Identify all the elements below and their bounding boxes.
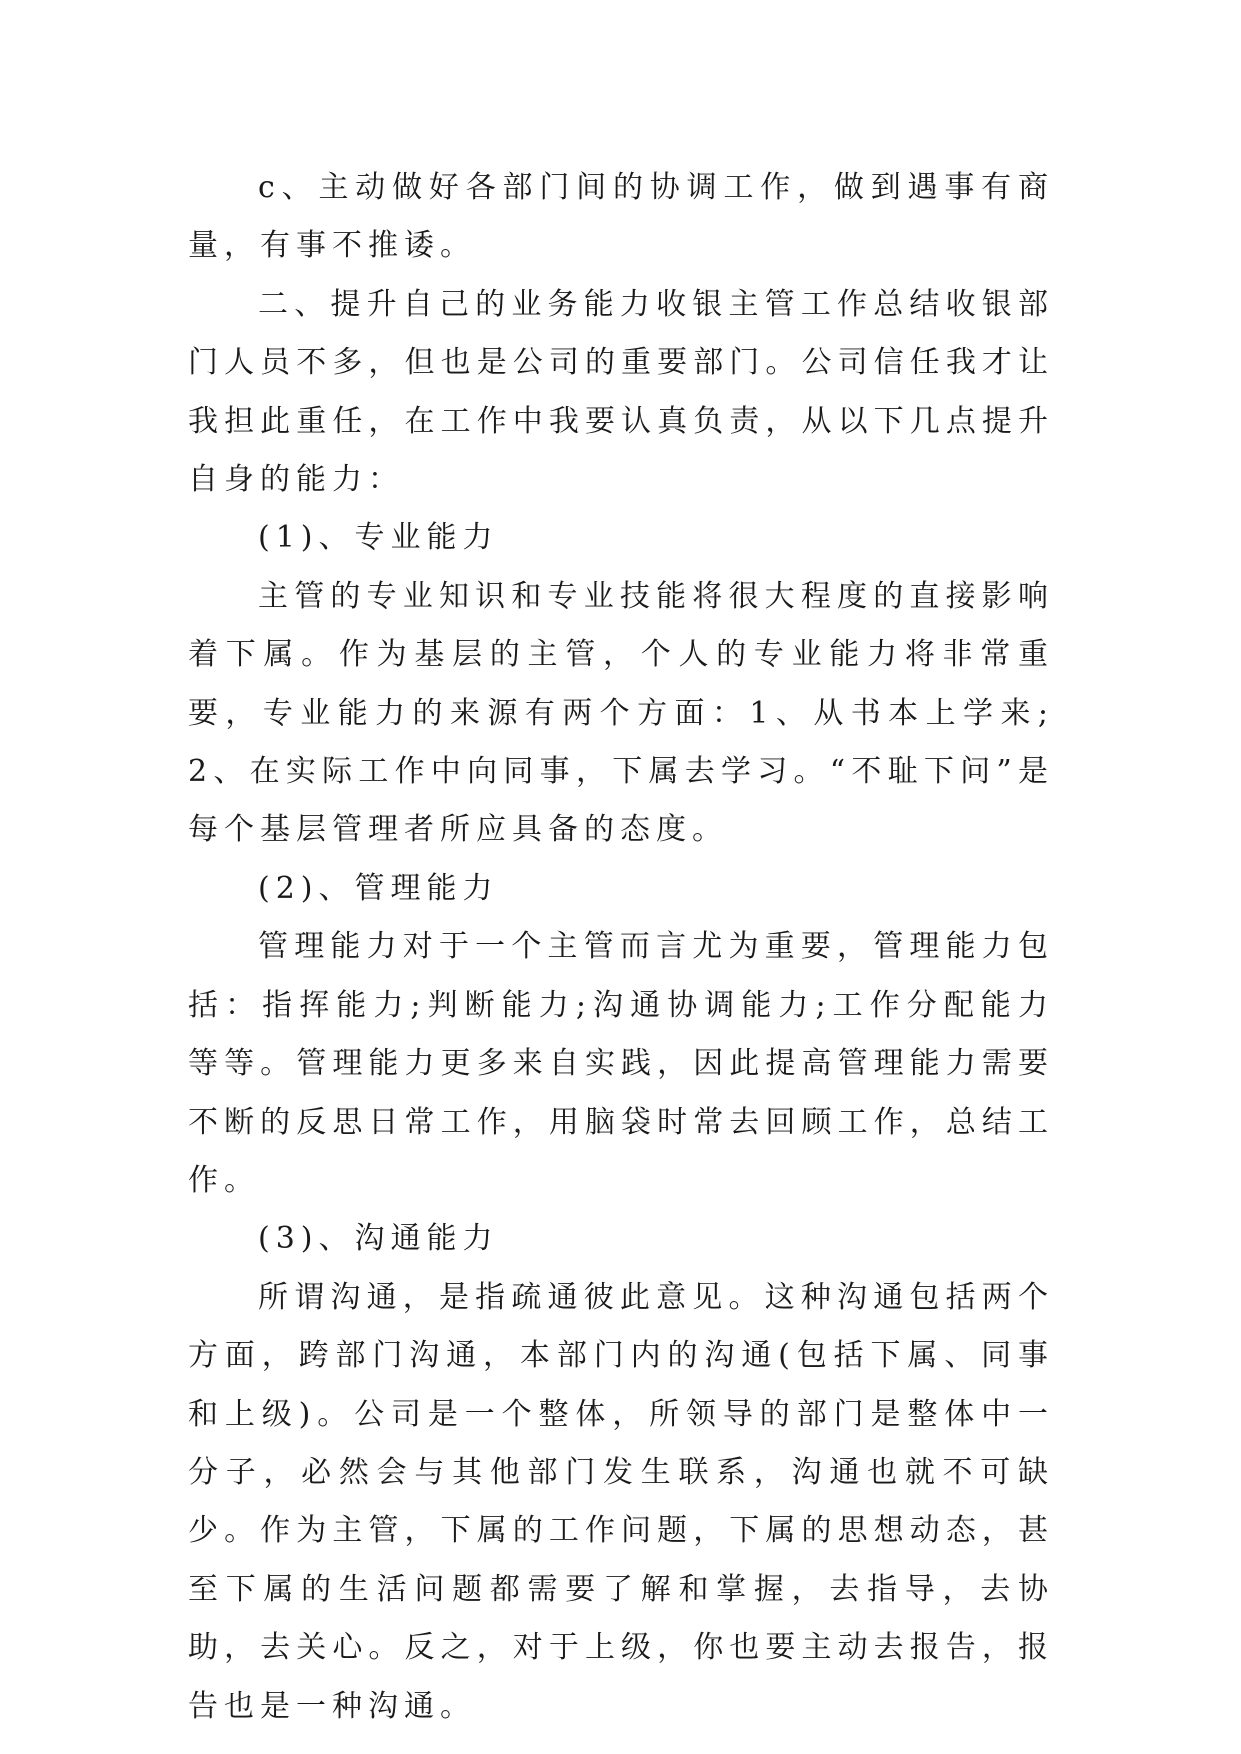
paragraph-improve-ability: 二、提升自己的业务能力收银主管工作总结收银部门人员不多，但也是公司的重要部门。公司信任我才让我担此重任，在工作中我要认真负责，从以下几点提升自身的能力： — [188, 286, 1054, 498]
heading-communication-ability: (3)、沟通能力 — [258, 1221, 499, 1257]
paragraph-communication-ability: 所谓沟通，是指疏通彼此意见。这种沟通包括两个方面，跨部门沟通，本部门内的沟通(包括下属、同事和上级)。公司是一个整体，所领导的部门是整体中一分子，必然会与其他部门发生联系，沟通也就不可缺少。作为主管，下属的工作问题，下属的思想动态，甚至下属的生活问题都需要了解和掌握，去指导，去协助，去关心。反之，对于上级，你也要主动去报告，报告也是一种沟通。 — [188, 1279, 1054, 1724]
heading-management-ability: (2)、管理能力 — [258, 870, 499, 906]
paragraph-management-ability: 管理能力对于一个主管而言尤为重要，管理能力包括：指挥能力;判断能力;沟通协调能力;工作分配能力等等。管理能力更多来自实践，因此提高管理能力需要不断的反思日常工作，用脑袋时常去回顾工作，总结工作。 — [188, 929, 1054, 1198]
paragraph-professional-ability: 主管的专业知识和专业技能将很大程度的直接影响着下属。作为基层的主管，个人的专业能力将非常重要，专业能力的来源有两个方面：1、从书本上学来;2、在实际工作中向同事，下属去学习。“不耻下问”是每个基层管理者所应具备的态度。 — [188, 578, 1054, 848]
paragraph-coordination: c、主动做好各部门间的协调工作，做到遇事有商量，有事不推诿。 — [188, 170, 1054, 264]
heading-professional-ability: (1)、专业能力 — [258, 520, 499, 556]
document-body — [188, 159, 1054, 1736]
